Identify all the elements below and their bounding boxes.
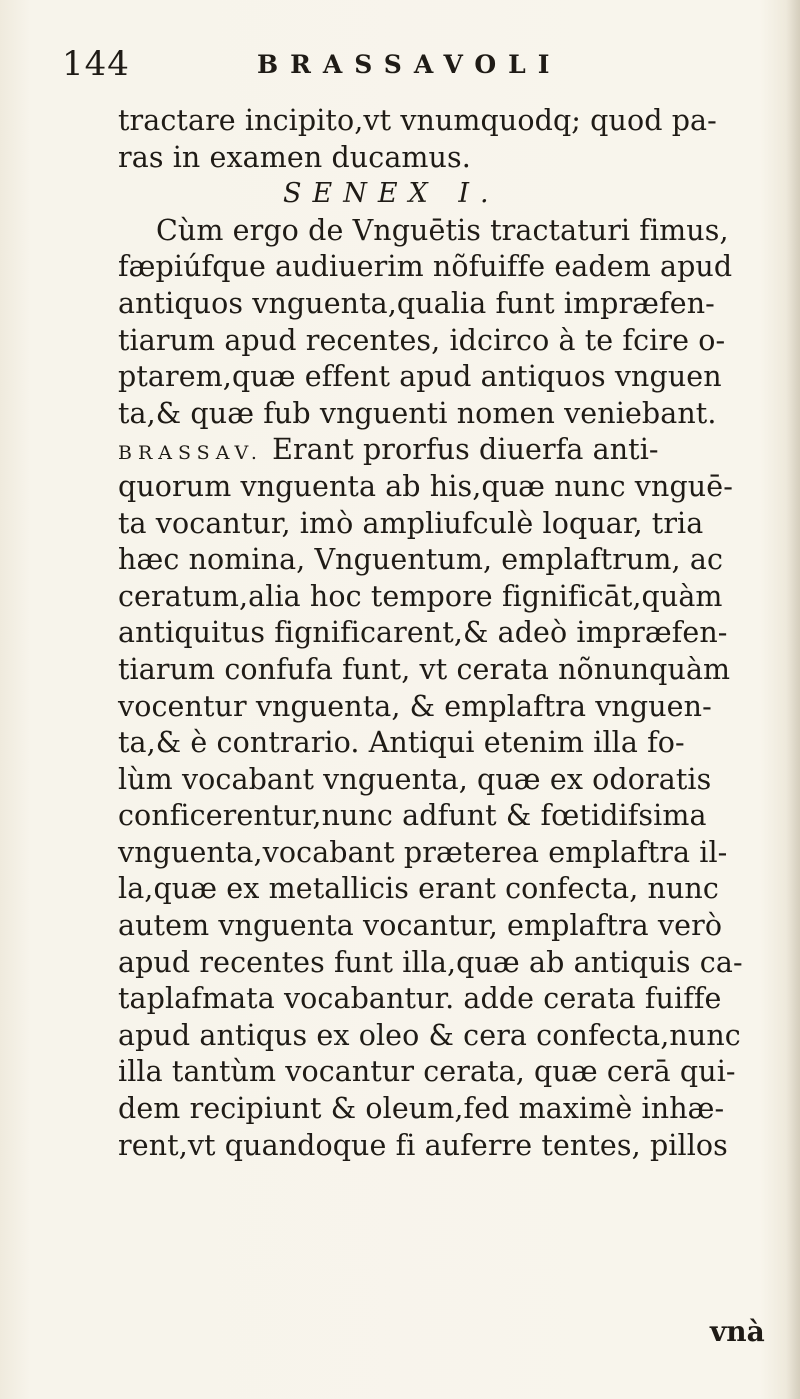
text-line: illa tantùm vocantur cerata, quæ cerā qui- [118,1055,736,1089]
text-line: apud recentes funt illa,quæ ab antiquis ca- [118,945,743,979]
text-line: ras in examen ducamus. [118,140,471,174]
text-line: ta,& quæ fub vnguenti nomen veniebant. [118,396,717,430]
text-line: autem vnguenta vocantur, emplaftra verò [118,909,723,943]
text-line: lùm vocabant vnguenta, quæ ex odoratis [118,762,712,796]
text-line: vocentur vnguenta, & emplaftra vnguen- [118,689,712,723]
text-line: dem recipiunt & oleum,fed maximè inhæ- [118,1092,725,1126]
text-line: tractare incipito,vt vnumquodq; quod pa- [118,104,717,137]
text-line: tiarum apud recentes, idcirco à te fcire o- [118,323,726,357]
section-heading: SENEX I. [283,178,500,210]
text-line: Cùm ergo de Vnguētis tractaturi fimus, [156,213,729,247]
text-line: vnguenta,vocabant præterea emplaftra il- [118,835,728,869]
text-line: ptarem,quæ effent apud antiquos vnguen [118,360,722,394]
text-line: rent,vt quandoque fi auferre tentes, pillos [118,1128,728,1162]
text-line: antiquitus fignificarent,& adeò impræfen- [118,616,728,650]
text-line: fæpiúfque audiuerim nõfuiffe eadem apud [118,250,733,284]
text-line: la,quæ ex metallicis erant confecta, nunc [118,872,719,906]
text-line: apud antiqus ex oleo & cera confecta,nunc [118,1018,741,1052]
text-line: tiarum confufa funt, vt cerata nõnunquàm [118,652,731,686]
text-line: ceratum,alia hoc tempore fignificāt,quàm [118,579,723,613]
speaker-label: BRASSAV. [118,442,263,465]
text-line: taplafmata vocabantur. adde cerata fuiffe [118,982,722,1016]
page-number: 144 [62,44,130,84]
text-line: ta,& è contrario. Antiqui etenim illa fo- [118,726,685,760]
text-line: quorum vnguenta ab his,quæ nunc vnguē- [118,469,733,503]
text-line: antiquos vnguenta,qualia funt impræfen- [118,286,715,320]
running-head: BRASSAVOLI [257,50,562,79]
speaker-line-text: Erant prorfus diuerfa anti- [272,433,659,467]
speaker-line [118,432,798,469]
text-line: ta vocantur, imò ampliufculè loquar, tria [118,506,704,540]
body-text [118,103,798,1164]
text-line: hæc nomina, Vnguentum, emplaftrum, ac [118,543,724,577]
page-header [62,44,752,88]
text-line: conficerentur,nunc adfunt & fœtidifsima [118,799,707,833]
catchword: vnà [710,1315,765,1348]
